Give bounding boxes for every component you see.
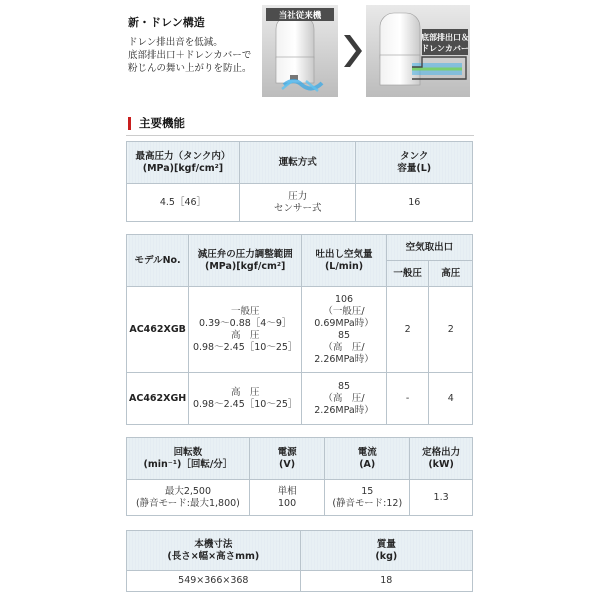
header-dimensions: 本機寸法 (長さ×幅×高さmm) [127, 531, 301, 571]
header-mass: 質量 (kg) [300, 531, 472, 571]
cell-dimensions: 549×366×368 [127, 571, 301, 592]
header-air-delivery: 吐出し空気量 (L/min) [302, 235, 387, 287]
spec-table-motor [126, 437, 473, 516]
cell-rpm: 最大2,500 (静音モード:最大1,800) [127, 480, 250, 516]
cell-model: AC462XGH [127, 373, 189, 425]
header-outlet-general: 一般圧 [386, 261, 429, 287]
header-tank-capacity: タンク 容量(L) [356, 142, 473, 184]
drain-comparison-illustration [262, 5, 470, 97]
conventional-model-label: 当社従来機 [278, 11, 322, 21]
cell-model: AC462XGB [127, 287, 189, 373]
cell-outlet-high: 2 [429, 287, 473, 373]
header-operation-mode: 運転方式 [239, 142, 356, 184]
spec-table-pressure [126, 141, 473, 222]
intro-line: 粉じんの舞い上がりを防止。 [128, 63, 252, 74]
header-current: 電流 (A) [325, 438, 410, 480]
new-model-label-line2: ドレンカバー [421, 44, 469, 53]
header-model-no: モデルNo. [127, 235, 189, 287]
cell-air-delivery: 85 （高 圧/ 2.26MPa時） [302, 373, 387, 425]
cell-air-delivery: 106 （一般圧/ 0.69MPa時） 85 （高 圧/ 2.26MPa時） [302, 287, 387, 373]
cell-mass: 18 [300, 571, 472, 592]
section-title: 主要機能 [128, 117, 185, 130]
cell-current: 15 (静音モード:12) [325, 480, 410, 516]
cell-operation-mode: 圧力 センサー式 [239, 184, 356, 222]
new-model-panel [366, 5, 470, 97]
new-model-label-line1: 底部排出口＆ [421, 33, 469, 42]
header-rated-output: 定格出力 (kW) [410, 438, 473, 480]
cell-rated-output: 1.3 [410, 480, 473, 516]
intro-title: 新・ドレン構造 [128, 16, 205, 29]
cell-regulator-range: 高 圧 0.98～2.45［10～25］ [189, 373, 302, 425]
cell-max-pressure: 4.5［46］ [127, 184, 240, 222]
cell-outlet-high: 4 [429, 373, 473, 425]
intro-line: 底部排出口＋ドレンカバーで [128, 50, 252, 61]
header-power: 電源 (V) [249, 438, 324, 480]
table-row [127, 373, 473, 425]
conventional-model-panel [262, 5, 338, 97]
header-rpm: 回転数 (min⁻¹)［回転/分］ [127, 438, 250, 480]
intro-description [128, 36, 252, 75]
cell-outlet-general: - [386, 373, 429, 425]
spec-table-dimensions [126, 530, 473, 592]
cell-outlet-general: 2 [386, 287, 429, 373]
chevron-right-icon [344, 35, 362, 67]
header-max-pressure: 最高圧力（タンク内） (MPa)[kgf/cm²] [127, 142, 240, 184]
cell-tank-capacity: 16 [356, 184, 473, 222]
header-outlet-high: 高圧 [429, 261, 473, 287]
cell-power: 単相 100 [249, 480, 324, 516]
intro-line: ドレン排出音を低減。 [128, 37, 223, 48]
section-divider [126, 135, 474, 136]
spec-table-models [126, 234, 473, 425]
header-air-outlet: 空気取出口 [386, 235, 472, 261]
cell-regulator-range: 一般圧 0.39～0.88［4～9］ 高 圧 0.98～2.45［10～25］ [189, 287, 302, 373]
header-regulator-range: 減圧弁の圧力調整範囲 (MPa)[kgf/cm²] [189, 235, 302, 287]
table-row [127, 287, 473, 373]
